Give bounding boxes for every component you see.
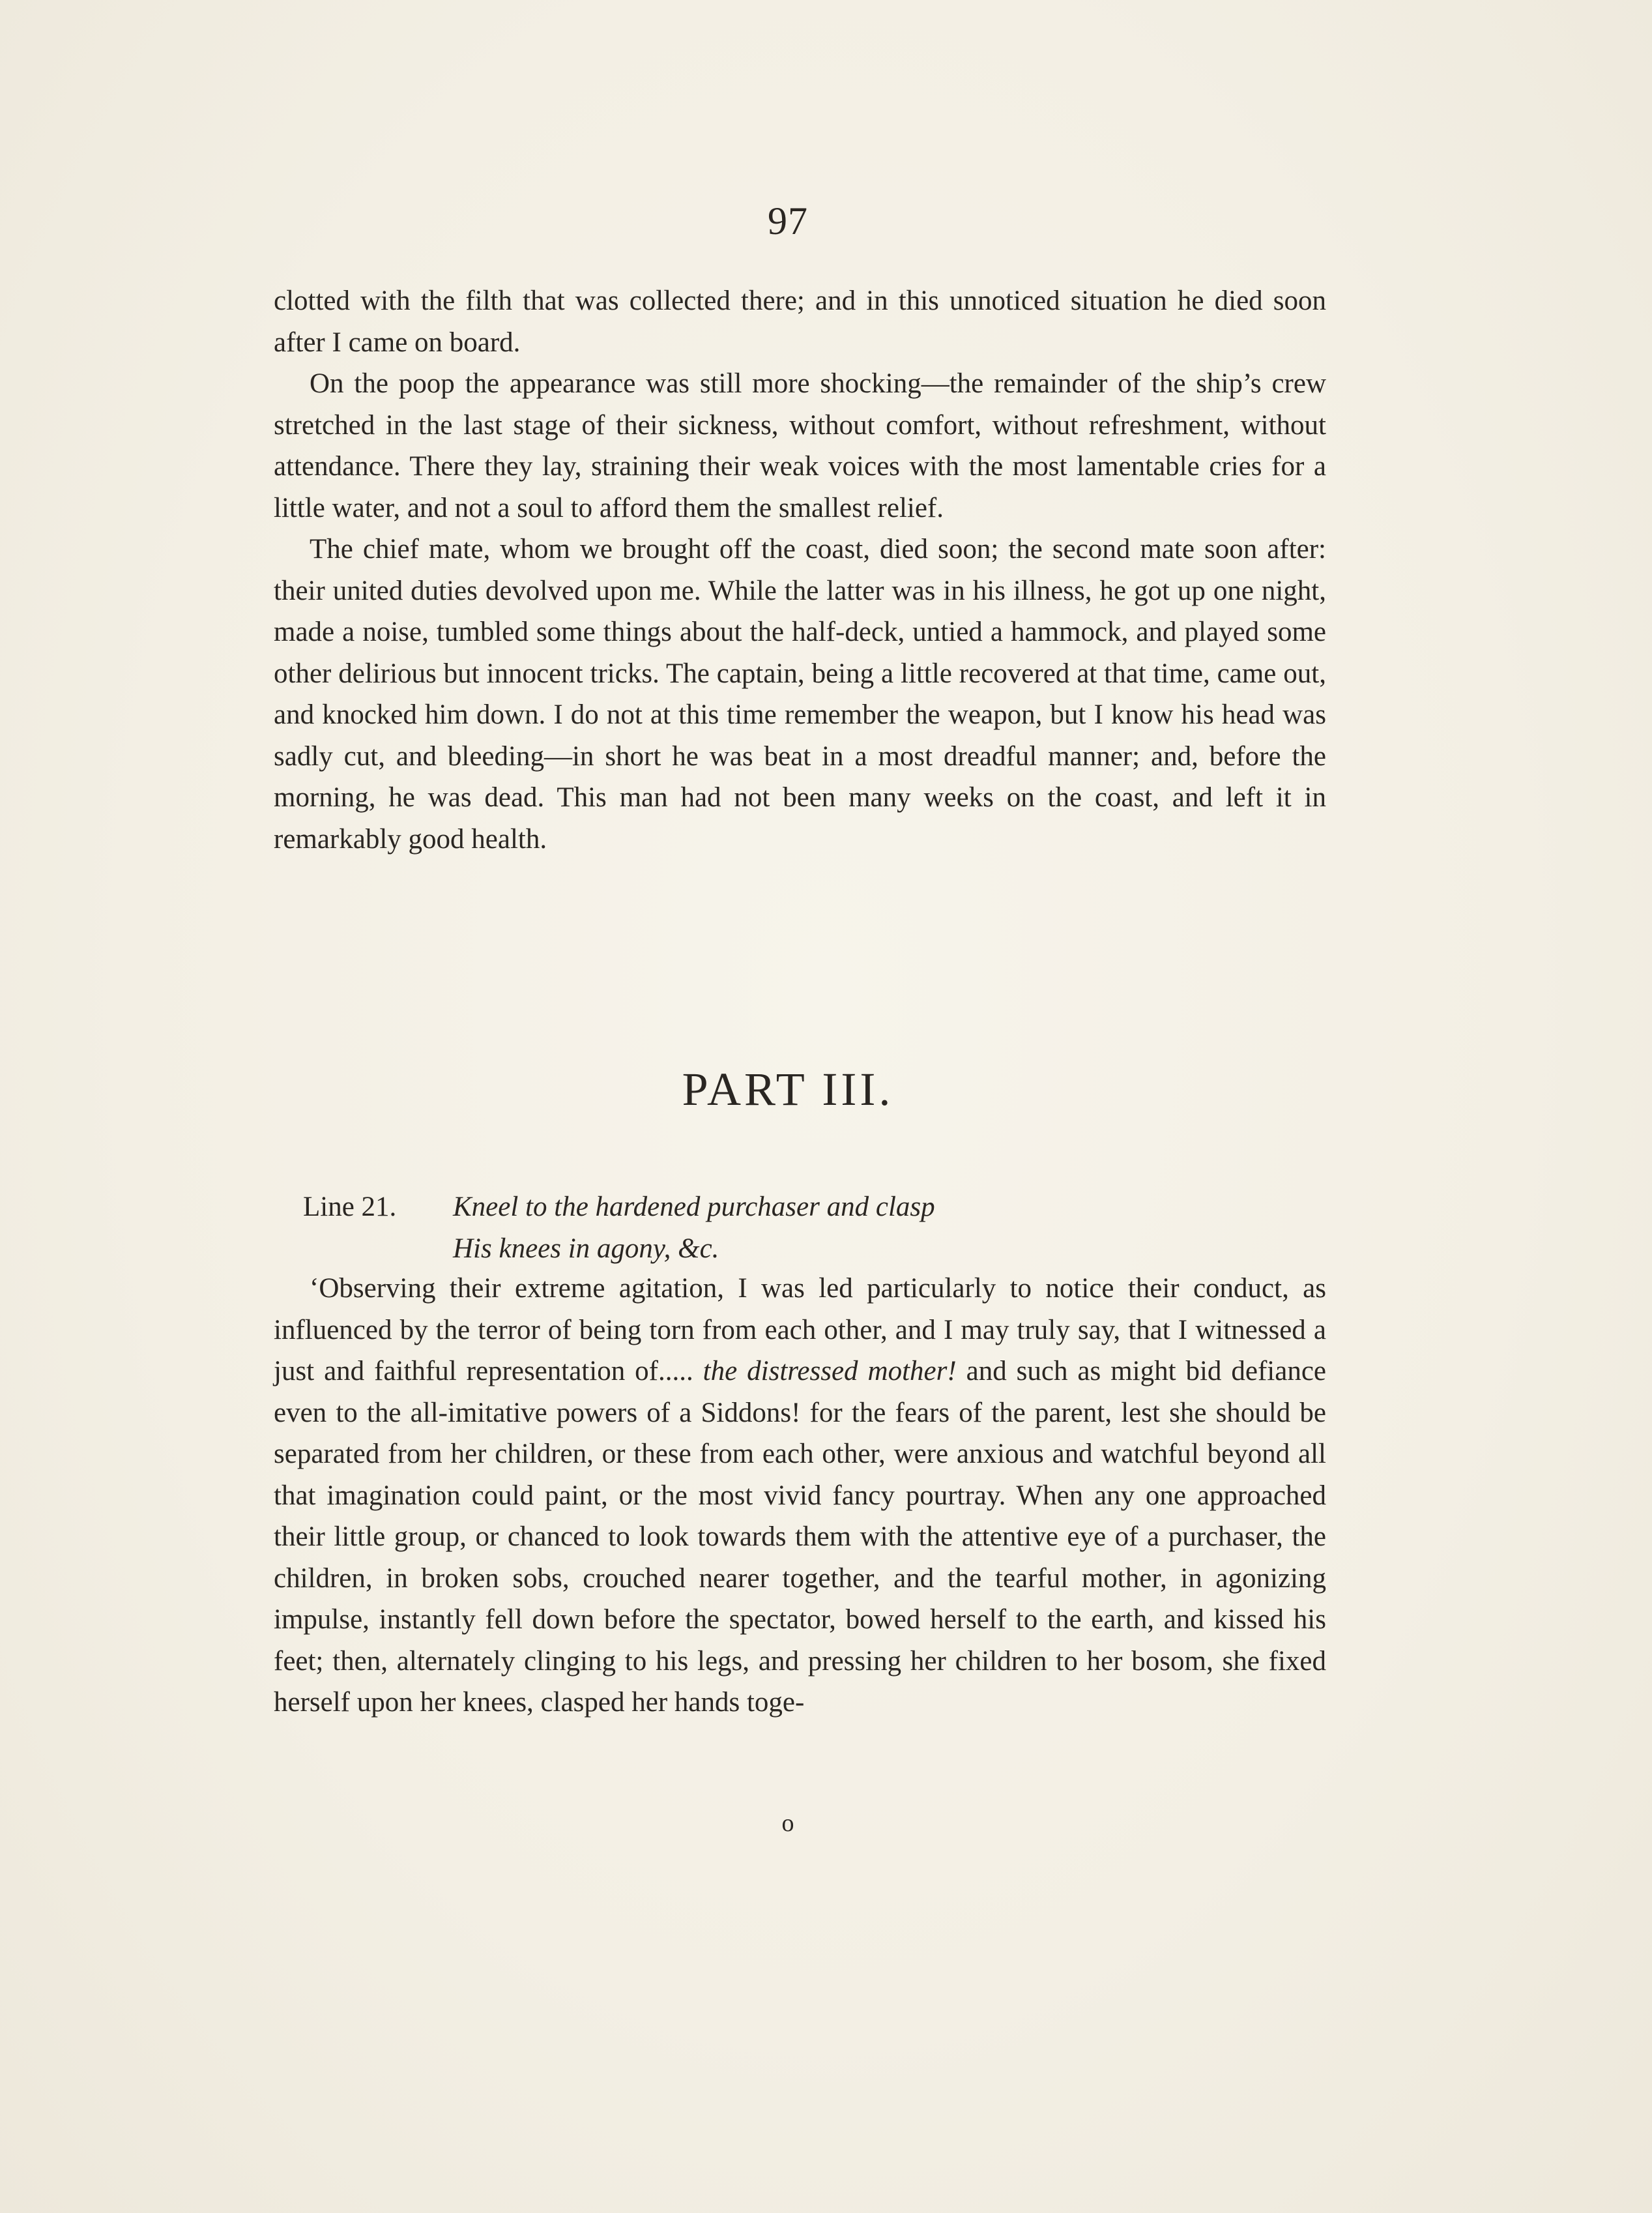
citation-line-one: Kneel to the hardened purchaser and clasp (453, 1192, 935, 1222)
paragraph-chief-mate: The chief mate, whom we brought off the coast, died soon; the second mate soon after: their united duties devolved upon me. While the latter was in his illness, he got up one night, made a noise, tumbled some things about the half-deck, untied a hammock, and played some other delirious but innocent tricks. The captain, being a little recovered at that time, came out, and knocked him down. I do not at this time remember the weapon, but I know his head was sadly cut, and bleeding—in short he was beat in a most dreadful manner; and, before the morning, he was dead. This man had not been many weeks on the coast, and left it in remarkably good health. (274, 534, 1326, 855)
line-reference: Line 21. (303, 1192, 397, 1222)
observation-text-end: and such as might bid defiance even to the all-imitative powers of a Siddons! for the fears of the parent, lest she should be separated from her children, or these from each other, were anxious and watchful beyond all that imagination could paint, or the most vivid fancy pourtray. When any one approached their little group, or chanced to look towards them with the attentive eye of a purchaser, the children, in broken sobs, crouched nearer together, and the tearful mother, in agonizing impulse, instantly fell down before the spectator, bowed herself to the earth, and kissed his feet; then, alternately clinging to his legs, and pressing her children to her bosom, she fixed herself upon her knees, clasped her hands toge- (274, 1356, 1326, 1718)
part-heading: PART III. (682, 1063, 894, 1115)
observation-italic-phrase: the distressed mother! (703, 1356, 957, 1386)
text-block-narrative (274, 280, 1326, 860)
citation-line-two: His knees in agony, &c. (453, 1233, 719, 1264)
paragraph-poop: On the poop the appearance was still more shocking—the remainder of the ship’s crew stretched in the last stage of their sickness, without comfort, without refreshment, without attendance. There they lay, straining their weak voices with the most lamentable cries for a little water, and not a soul to afford them the smallest relief. (274, 368, 1326, 523)
paragraph-continuation: clotted with the filth that was collected there; and in this unnoticed situation he died soon after I came on board. (274, 286, 1326, 358)
observation-text-start: ‘Observing their extreme agitation, I was led particularly to notice their conduct, as influenced by the terror of being torn from each other, and I may truly say, that I witnessed a just and faithful representation of..... (274, 1273, 1326, 1386)
line-citation (303, 1186, 935, 1269)
paragraph-observation (274, 1268, 1326, 1723)
signature-mark: o (781, 1810, 794, 1837)
page-number: 97 (768, 199, 808, 242)
text-block-quotation (274, 1268, 1326, 1723)
